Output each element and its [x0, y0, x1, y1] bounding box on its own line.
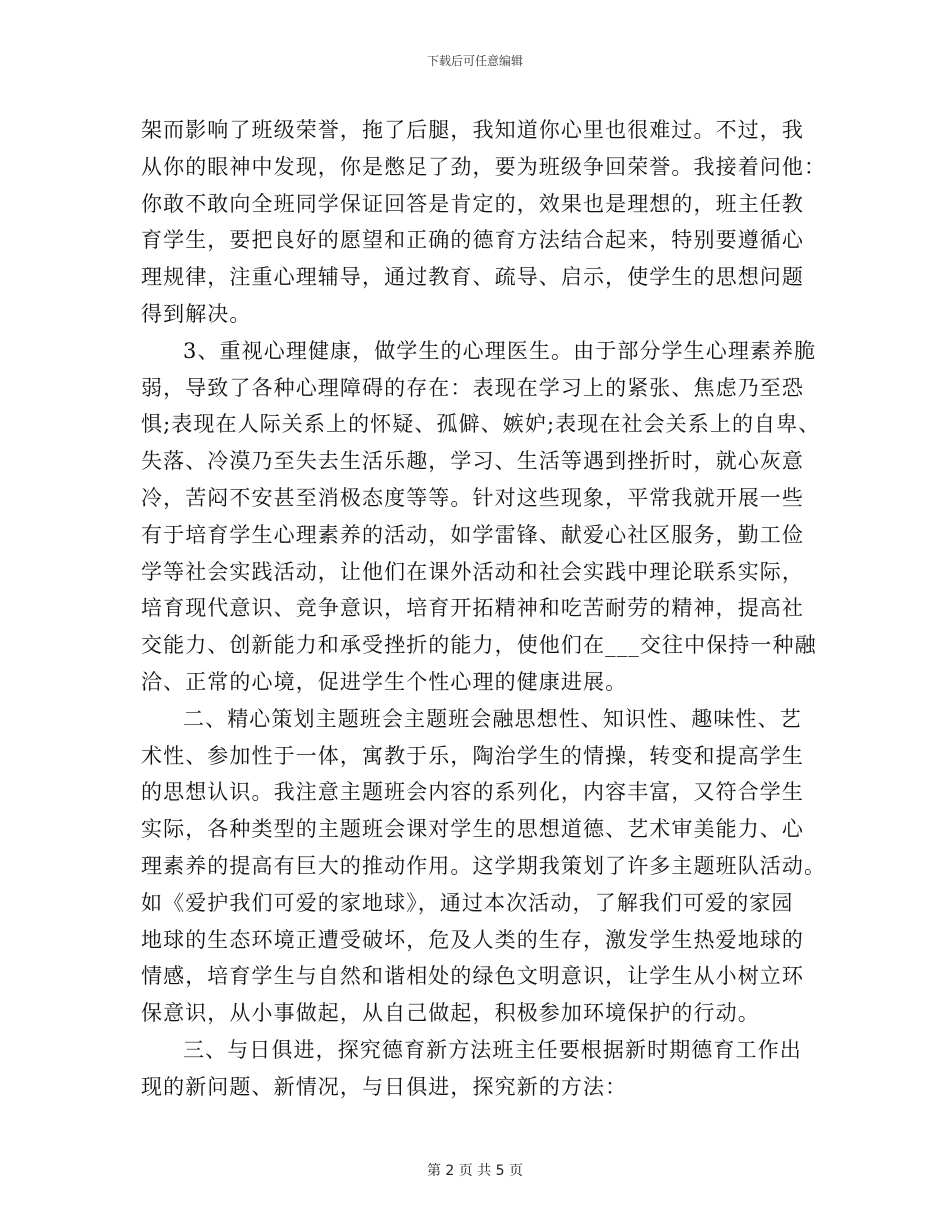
paragraph-2 — [141, 333, 821, 701]
paragraph-1 — [141, 112, 827, 333]
text-line: 冷，苦闷不安甚至消极态度等等。针对这些现象，平常我就开展一些 — [141, 485, 804, 510]
text-line: 二、精心策划主题班会主题班会融思想性、知识性、趣味性、艺 — [183, 706, 802, 731]
paragraph-4 — [141, 1032, 807, 1106]
page-header: 下载后可任意编辑 — [426, 54, 523, 68]
text-line: 失落、冷漠乃至失去生活乐趣，学习、生活等遇到挫折时，就心灰意 — [141, 449, 804, 474]
text-line: 现的新问题、新情况，与日俱进，探究新的方法： — [141, 1074, 628, 1099]
text-line: 架而影响了班级荣誉，拖了后腿，我知道你心里也很难过。不过，我 — [141, 118, 804, 142]
text-line: 三、与日俱进，探究德育新方法班主任要根据新时期德育工作出 — [183, 1037, 802, 1062]
text-line: 弱，导致了各种心理障碍的存在：表现在学习上的紧张、焦虑乃至恐 — [141, 375, 804, 400]
text-line: 得到解决。 — [141, 301, 252, 326]
text-line: 术性、参加性于一体，寓教于乐，陶治学生的情操，转变和提高学生 — [141, 743, 804, 768]
text-line: 学等社会实践活动，让他们在课外活动和社会实践中理论联系实际， — [141, 559, 804, 584]
paragraph-3 — [141, 701, 827, 1032]
text-line: 理素养的提高有巨大的推动作用。这学期我策划了许多主题班队活动。 — [141, 853, 827, 878]
text-line: 培育现代意识、竞争意识，培育开拓精神和吃苦耐劳的精神，提高社 — [141, 596, 804, 621]
text-line: 如《爱护我们可爱的家地球》，通过本次活动，了解我们可爱的家园 — [141, 890, 794, 915]
text-line: 交能力、创新能力和承受挫折的能力，使他们在___交往中保持一种融 — [141, 633, 817, 658]
text-line: 情感，培育学生与自然和谐相处的绿色文明意识，让学生从小树立环 — [141, 964, 804, 989]
text-line: 保意识，从小事做起，从自己做起，积极参加环境保护的行动。 — [141, 1001, 760, 1026]
text-line: 从你的眼神中发现，你是憋足了劲，要为班级争回荣誉。我接着问他： — [141, 154, 827, 179]
text-line: 理规律，注重心理辅导，通过教育、疏导、启示，使学生的思想问题 — [141, 265, 804, 290]
text-line: 地球的生态环境正遭受破坏，危及人类的生存，激发学生热爱地球的 — [141, 927, 804, 952]
text-line: 育学生，要把良好的愿望和正确的德育方法结合起来，特别要遵循心 — [141, 228, 804, 253]
page-footer: 第 2 页 共 5 页 — [426, 1163, 524, 1179]
text-line: 的思想认识。我注意主题班会内容的系列化，内容丰富，又符合学生 — [141, 780, 804, 805]
body-text — [141, 112, 827, 1106]
text-line: 惧;表现在人际关系上的怀疑、孤僻、嫉妒;表现在社会关系上的自卑、 — [141, 412, 821, 437]
text-line: 3、重视心理健康，做学生的心理医生。由于部分学生心理素养脆 — [183, 338, 817, 363]
text-line: 实际，各种类型的主题班会课对学生的思想道德、艺术审美能力、心 — [141, 817, 804, 842]
text-line: 你敢不敢向全班同学保证回答是肯定的，效果也是理想的，班主任教 — [141, 191, 804, 216]
text-line: 洽、正常的心境，促进学生个性心理的健康进展。 — [141, 669, 628, 694]
text-line: 有于培育学生心理素养的活动，如学雷锋、献爱心社区服务，勤工俭 — [141, 522, 804, 547]
